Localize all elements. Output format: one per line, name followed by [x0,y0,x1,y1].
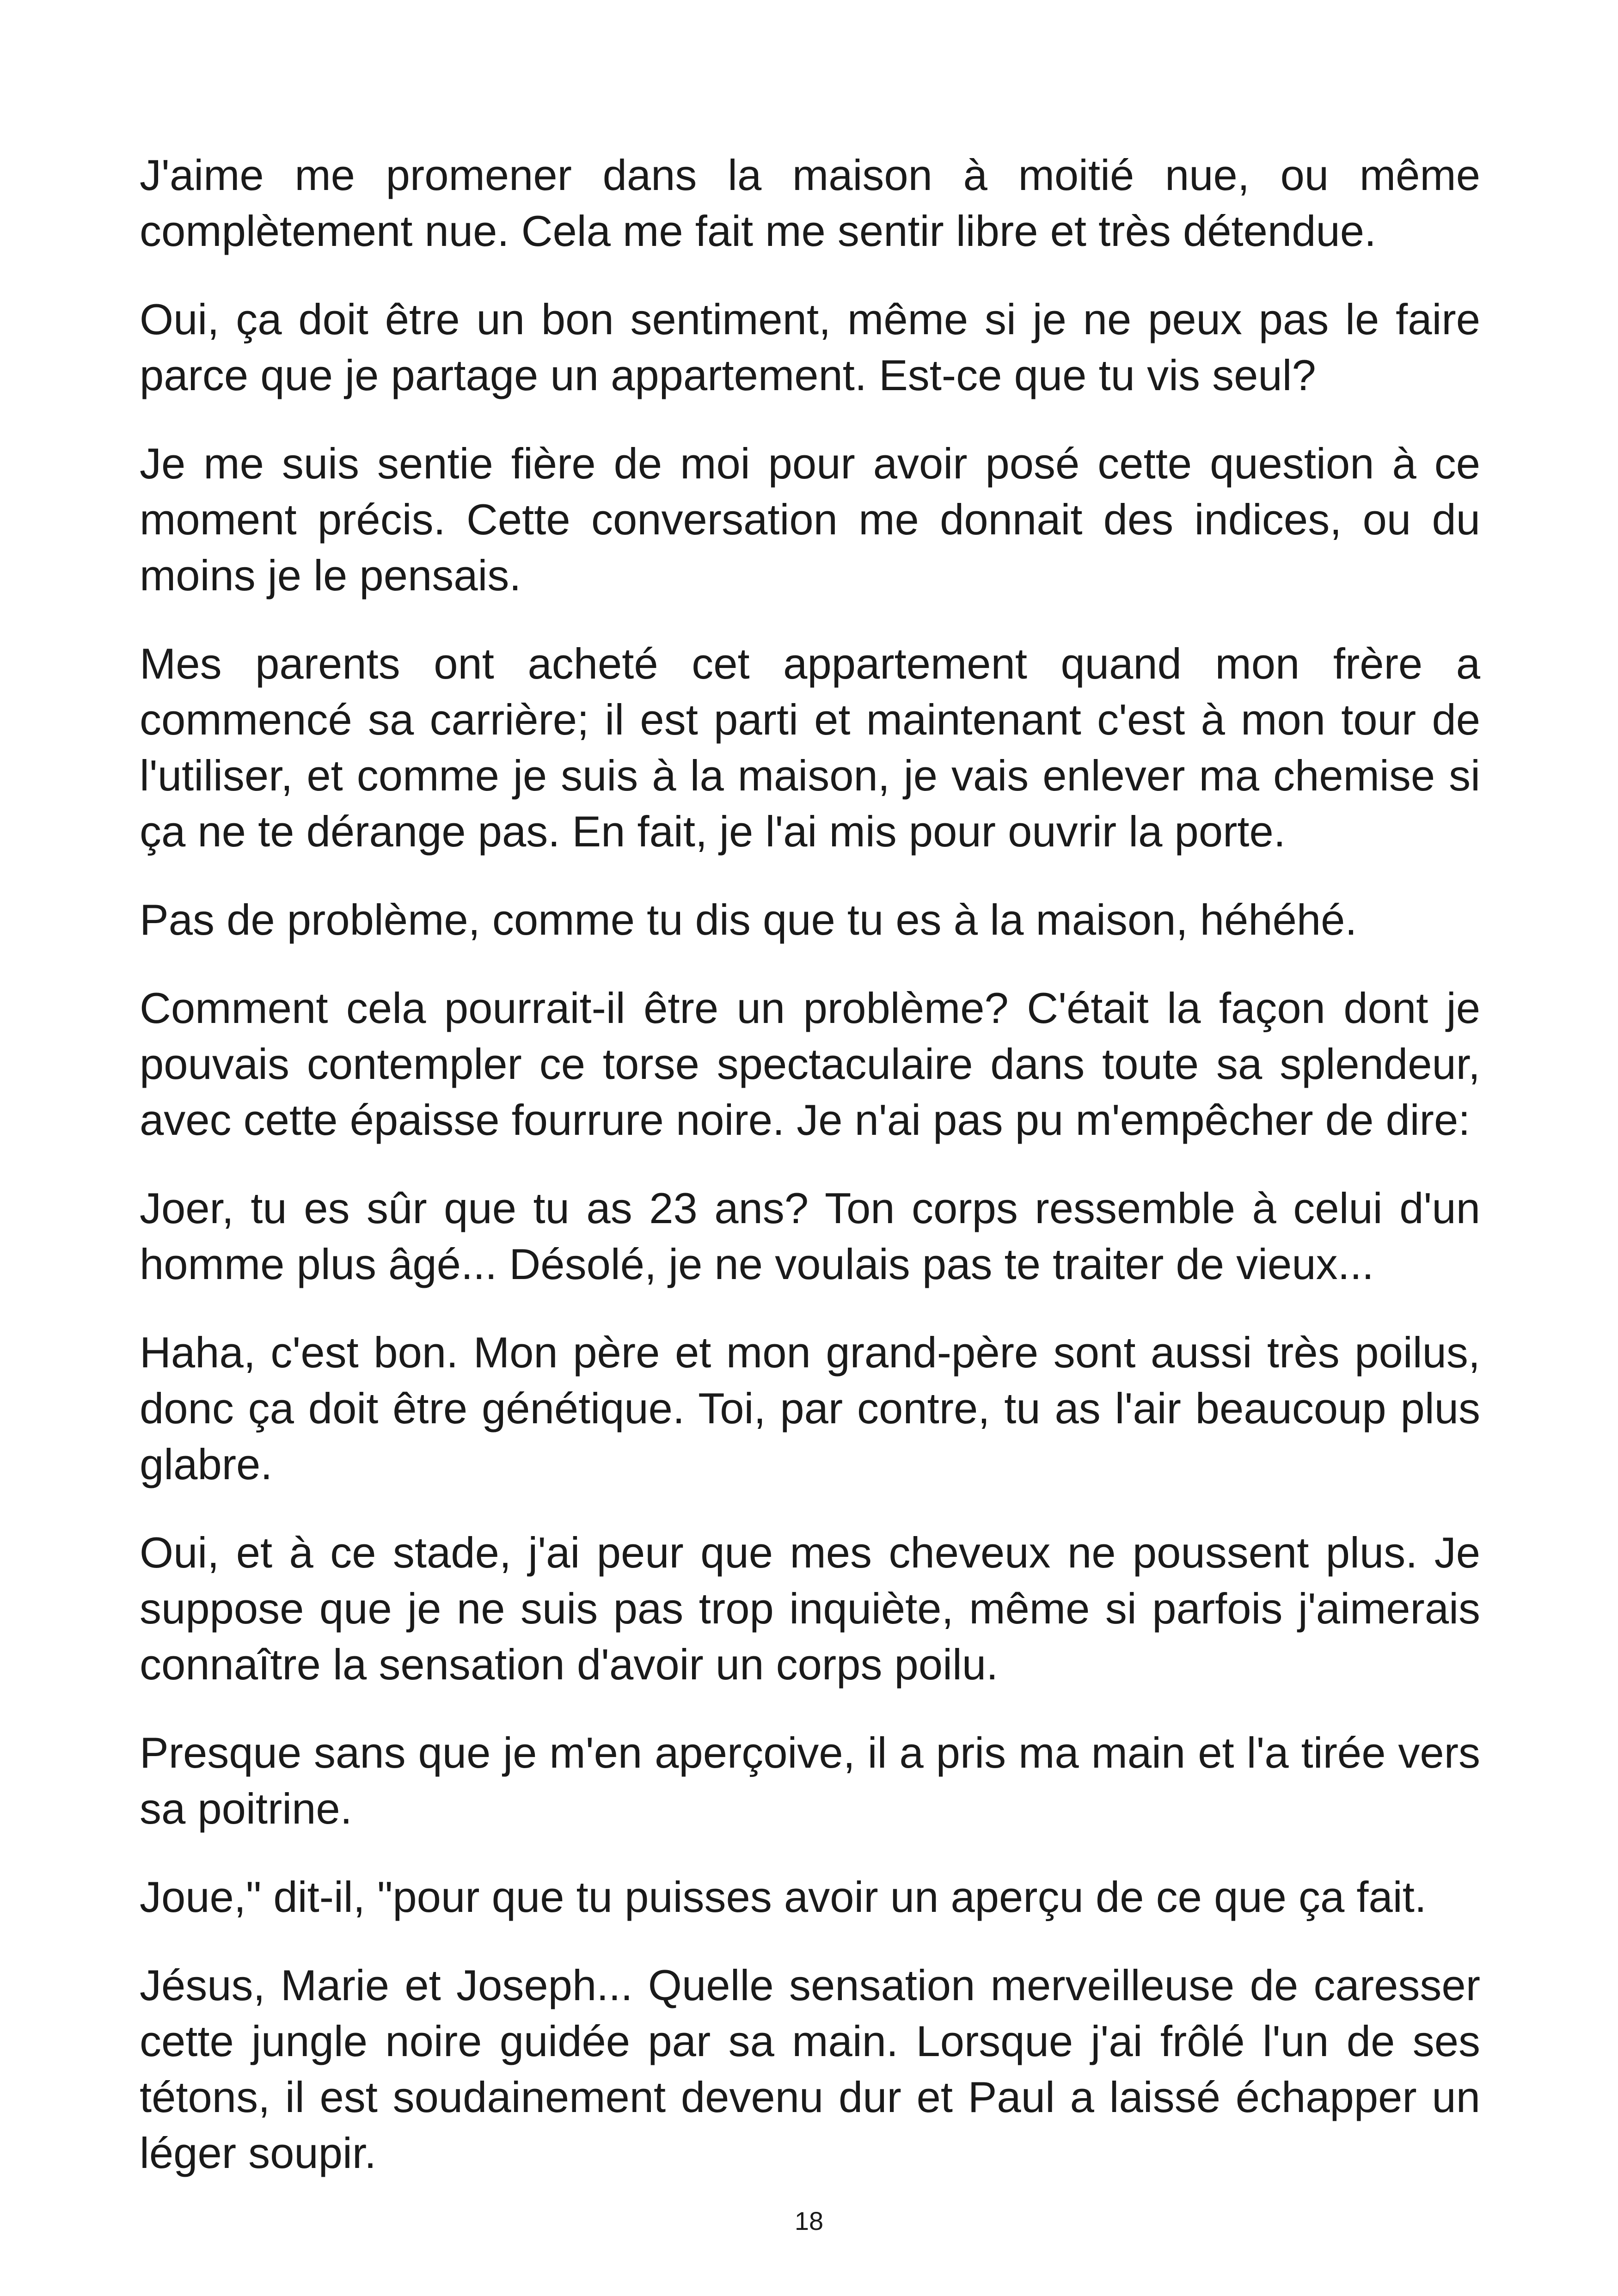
paragraph: Pas de problème, comme tu dis que tu es à la maison, héhéhé. [140,895,1357,944]
paragraph: Je me suis sentie fière de moi pour avoir posé cette question à ce moment précis. Cette conversation me donnait des indices, ou du moins je le pensais. [140,439,1480,600]
paragraph: Haha, c'est bon. Mon père et mon grand-père sont aussi très poilus, donc ça doit être génétique. Toi, par contre, tu as l'air beaucoup plus glabre. [140,1328,1480,1488]
paragraph: Oui, ça doit être un bon sentiment, même si je ne peux pas le faire parce que je partage un appartement. Est-ce que tu vis seul? [140,295,1480,399]
paragraph: Joue," dit-il, "pour que tu puisses avoir un aperçu de ce que ça fait. [140,1873,1427,1921]
paragraph: Jésus, Marie et Joseph... Quelle sensation merveilleuse de caresser cette jungle noire guidée par sa main. Lorsque j'ai frôlé l'un de ses tétons, il est soudainement devenu dur et Paul a laissé échapper un léger soupir. [140,1961,1480,2177]
paragraph: Comment cela pourrait-il être un problème? C'était la façon dont je pouvais contempler ce torse spectaculaire dans toute sa splendeur, avec cette épaisse fourrure noire. Je n'ai pas pu m'empêcher de dire: [140,984,1480,1144]
paragraph: Joer, tu es sûr que tu as 23 ans? Ton corps ressemble à celui d'un homme plus âgé... Désolé, je ne voulais pas te traiter de vieux... [140,1184,1480,1288]
paragraph: Mes parents ont acheté cet appartement quand mon frère a commencé sa carrière; il est parti et maintenant c'est à mon tour de l'utiliser, et comme je suis à la maison, je vais enlever ma chemise si ça ne te dérange pas. En fait, je l'ai mis pour ouvrir la porte. [140,639,1480,856]
paragraph: J'aime me promener dans la maison à moitié nue, ou même complètement nue. Cela me fait me sentir libre et très détendue. [140,151,1480,255]
paragraph: Presque sans que je m'en aperçoive, il a pris ma main et l'a tirée vers sa poitrine. [140,1728,1480,1833]
body-text [140,147,1480,2213]
paragraph: Oui, et à ce stade, j'ai peur que mes cheveux ne poussent plus. Je suppose que je ne suis pas trop inquiète, même si parfois j'aimerais connaître la sensation d'avoir un corps poilu. [140,1528,1480,1689]
page-number: 18 [794,2206,824,2235]
